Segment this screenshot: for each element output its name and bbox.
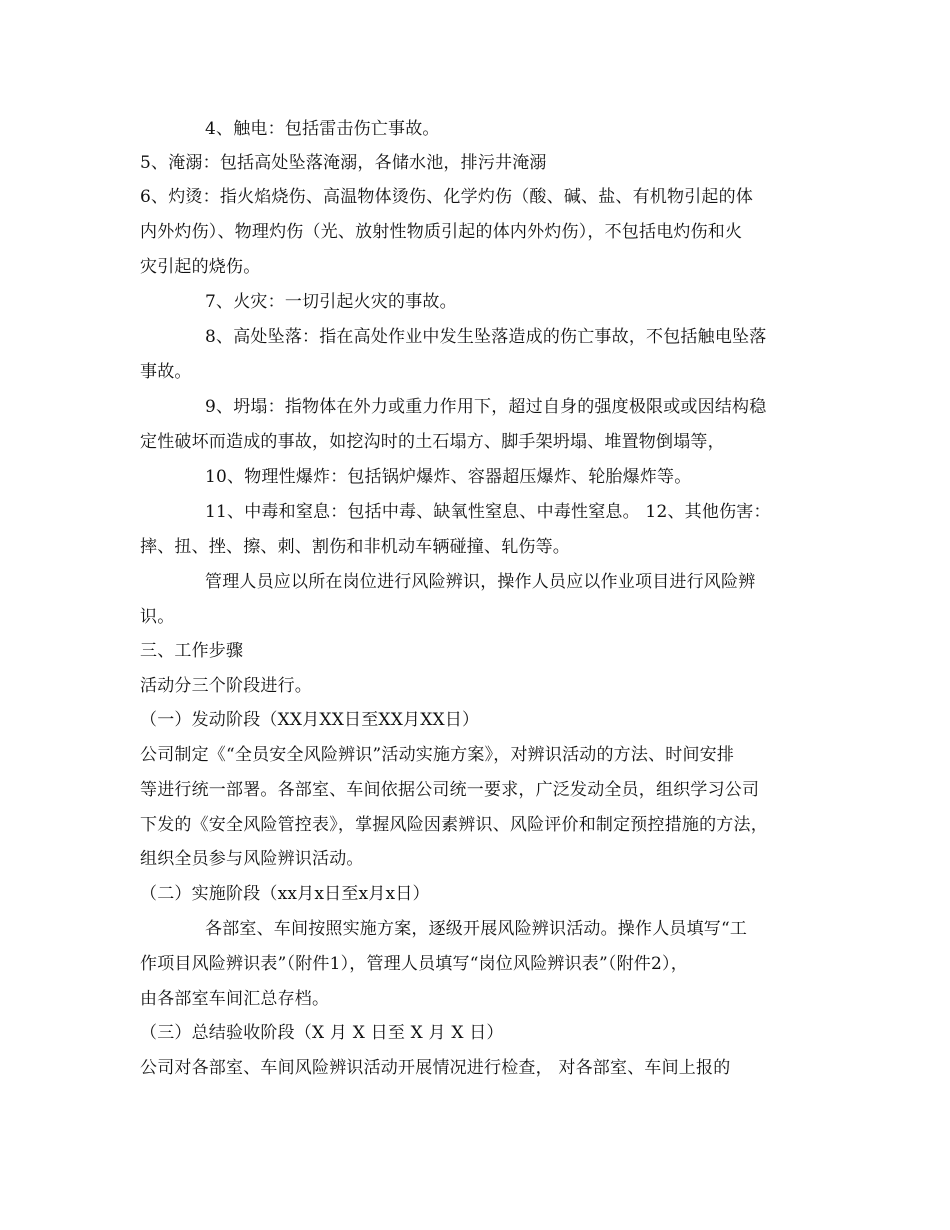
text-line: 作项目风险辨识表”（附件1），管理人员填写“岗位风险辨识表”（附件2）， — [140, 954, 688, 974]
text-line: 下发的《安全风险管控表》，掌握风险因素辨识、风险评价和制定预控措施的方法， — [140, 815, 768, 835]
text-line: 公司制定《“全员安全风险辨识”活动实施方案》，对辨识活动的方法、时间安排 — [140, 745, 735, 765]
text-line: 4、触电：包括雷击伤亡事故。 — [205, 119, 440, 139]
text-line: 5、淹溺：包括高处坠落淹溺，各储水池，排污井淹溺 — [140, 153, 547, 173]
text-line: 8、高处坠落：指在高处作业中发生坠落造成的伤亡事故，不包括触电坠落 — [205, 327, 767, 347]
text-line: 6、灼烫：指火焰烧伤、高温物体烫伤、化学灼伤（酸、碱、盐、有机物引起的体 — [140, 187, 754, 207]
text-line: 等进行统一部署。各部室、车间依据公司统一要求，广泛发动全员，组织学习公司 — [140, 780, 760, 800]
text-line: 摔、扭、挫、擦、刺、割伤和非机动车辆碰撞、轧伤等。 — [140, 537, 570, 557]
text-line: 10、物理性爆炸：包括锅炉爆炸、容器超压爆炸、轮胎爆炸等。 — [205, 467, 692, 487]
text-line: 11、中毒和窒息：包括中毒、缺氧性窒息、中毒性窒息。 12、其他伤害： — [205, 502, 771, 522]
text-line: 识。 — [140, 607, 175, 627]
subsection-heading: （三）总结验收阶段（X 月 X 日至 X 月 X 日） — [140, 1023, 504, 1043]
text-line: 组织全员参与风险辨识活动。 — [140, 849, 364, 869]
subsection-heading: （一）发动阶段（XX月XX日至XX月XX日） — [140, 710, 480, 730]
section-heading: 三、工作步骤 — [140, 641, 244, 661]
text-line: 事故。 — [140, 362, 192, 382]
text-line: 管理人员应以所在岗位进行风险辨识，操作人员应以作业项目进行风险辨 — [205, 572, 756, 592]
subsection-heading: （二）实施阶段（xx月x日至x月x日） — [140, 884, 430, 904]
text-line: 活动分三个阶段进行。 — [140, 676, 312, 696]
text-line: 定性破坏而造成的事故，如挖沟时的土石塌方、脚手架坍塌、堆置物倒塌等， — [140, 432, 725, 452]
text-line: 7、火灾：一切引起火灾的事故。 — [205, 292, 457, 312]
text-line: 公司对各部室、车间风险辨识活动开展情况进行检查， 对各部室、车间上报的 — [140, 1058, 731, 1078]
text-line: 9、坍塌：指物体在外力或重力作用下，超过自身的强度极限或或因结构稳 — [205, 397, 767, 417]
text-line: 由各部室车间汇总存档。 — [140, 989, 330, 1009]
text-line: 各部室、车间按照实施方案，逐级开展风险辨识活动。操作人员填写“工 — [205, 919, 748, 939]
text-line: 内外灼伤）、物理灼伤（光、放射性物质引起的体内外灼伤），不包括电灼伤和火 — [140, 222, 743, 242]
text-line: 灾引起的烧伤。 — [140, 257, 261, 277]
